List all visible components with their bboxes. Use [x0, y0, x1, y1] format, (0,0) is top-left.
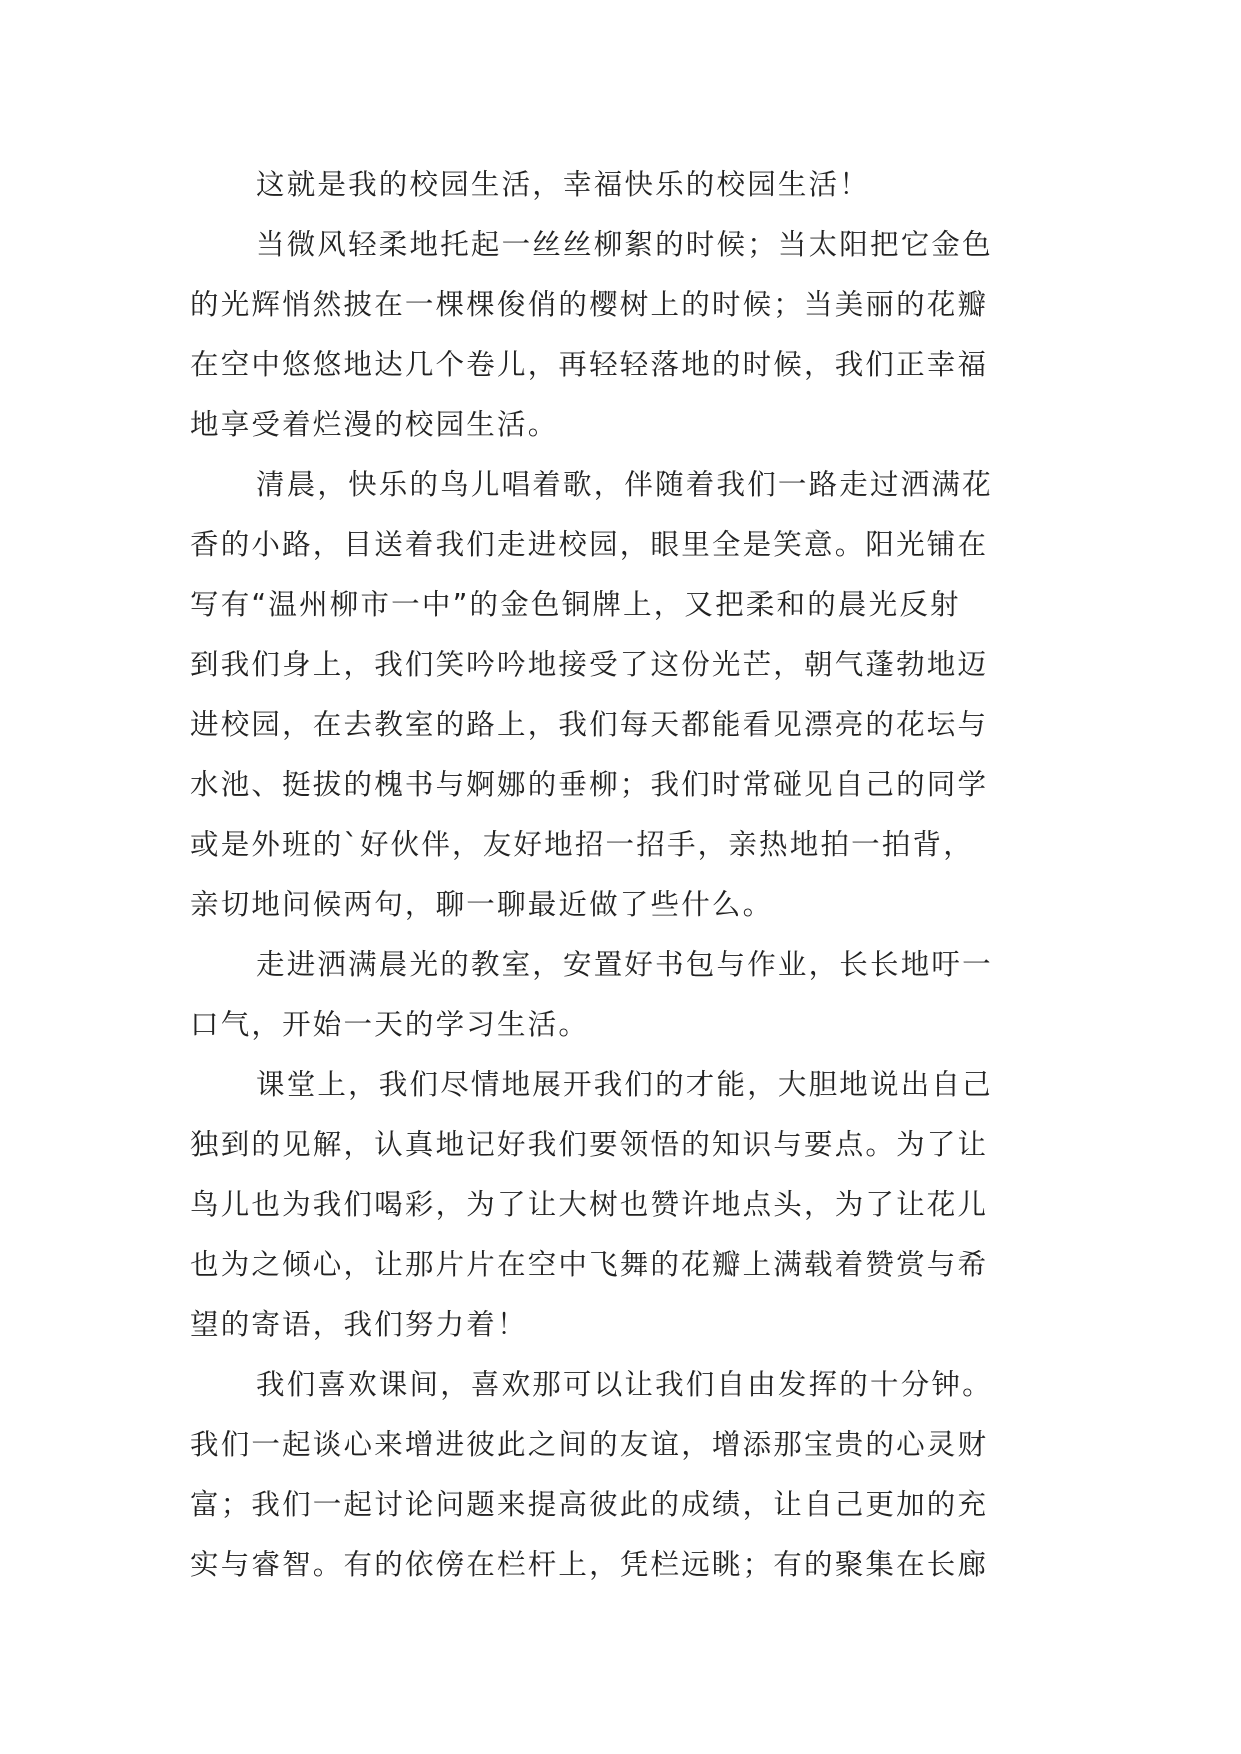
text-line: 写有“温州柳市一中”的金色铜牌上，又把柔和的晨光反射 [190, 588, 961, 621]
text-line: 当微风轻柔地托起一丝丝柳絮的时候；当太阳把它金色 [256, 228, 993, 261]
text-line: 走进洒满晨光的教室，安置好书包与作业，长长地吁一 [256, 948, 993, 981]
essay-body [190, 155, 1090, 1595]
text-line: 我们喜欢课间，喜欢那可以让我们自由发挥的十分钟。 [256, 1368, 993, 1401]
text-line: 我们一起谈心来增进彼此之间的友谊，增添那宝贵的心灵财 [190, 1428, 989, 1461]
text-line: 独到的见解，认真地记好我们要领悟的知识与要点。为了让 [190, 1128, 989, 1161]
text-line: 望的寄语，我们努力着！ [190, 1308, 528, 1341]
text-line: 富；我们一起讨论问题来提高彼此的成绩，让自己更加的充 [190, 1488, 989, 1521]
text-line: 到我们身上，我们笑吟吟地接受了这份光芒，朝气蓬勃地迈 [190, 648, 989, 681]
text-line: 清晨，快乐的鸟儿唱着歌，伴随着我们一路走过洒满花 [256, 468, 993, 501]
text-line: 进校园，在去教室的路上，我们每天都能看见漂亮的花坛与 [190, 708, 989, 741]
text-line: 在空中悠悠地达几个卷儿，再轻轻落地的时候，我们正幸福 [190, 348, 989, 381]
text-line: 鸟儿也为我们喝彩，为了让大树也赞许地点头，为了让花儿 [190, 1188, 989, 1221]
text-line: 香的小路，目送着我们走进校园，眼里全是笑意。阳光铺在 [190, 528, 989, 561]
text-line: 实与睿智。有的依傍在栏杆上，凭栏远眺；有的聚集在长廊 [190, 1548, 989, 1581]
text-line: 也为之倾心，让那片片在空中飞舞的花瓣上满载着赞赏与希 [190, 1248, 989, 1281]
text-line: 地享受着烂漫的校园生活。 [190, 408, 559, 441]
text-line: 亲切地问候两句，聊一聊最近做了些什么。 [190, 888, 774, 921]
text-line: 或是外班的`好伙伴，友好地招一招手，亲热地拍一拍背， [190, 828, 974, 861]
text-line: 口气，开始一天的学习生活。 [190, 1008, 590, 1041]
text-line: 的光辉悄然披在一棵棵俊俏的樱树上的时候；当美丽的花瓣 [190, 288, 989, 321]
text-line: 这就是我的校园生活，幸福快乐的校园生活！ [256, 168, 871, 201]
text-line: 水池、挺拔的槐书与婀娜的垂柳；我们时常碰见自己的同学 [190, 768, 989, 801]
text-line: 课堂上，我们尽情地展开我们的才能，大胆地说出自己 [256, 1068, 993, 1101]
